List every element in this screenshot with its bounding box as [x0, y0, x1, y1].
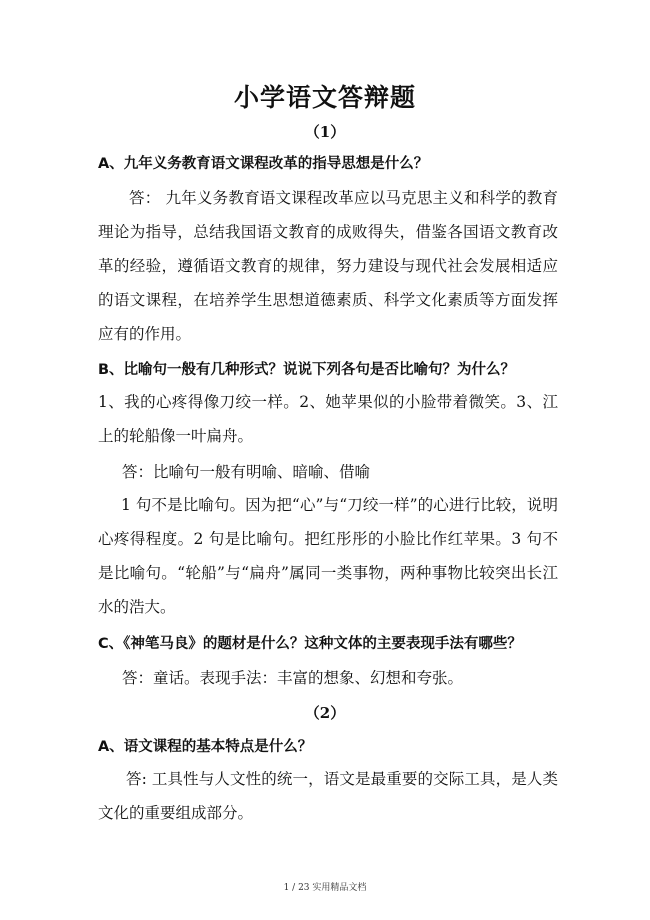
- page-footer: 1 / 23 实用精品文档: [283, 883, 367, 893]
- answer-2a: 答: 工具性与人文性的统一，语文是最重要的交际工具，是人类文化的重要组成部分。: [98, 770, 558, 822]
- question-1b: B、比喻句一般有几种形式？说说下列各句是否比喻句？为什么？: [98, 362, 516, 378]
- answer-1a: 答： 九年义务教育语文课程改革应以马克思主义和科学的教育理论为指导，总结我国语文教育的成败得失，借鉴各国语文教育改革的经验，遵循语文教育的规律，努力建设与现代社会发展相适应的语文课程，在培养学生思想道德素质、科学文化素质等方面发挥应有的作用。: [98, 189, 558, 343]
- question-1b-sentences: 1、我的心疼得像刀绞一样。2、她苹果似的小脸带着微笑。3、江上的轮船像一叶扁舟。: [98, 393, 558, 445]
- question-2a: A、语文课程的基本特点是什么？: [98, 739, 313, 755]
- answer-1b-forms: 答：比喻句一般有明喻、暗喻、借喻: [122, 463, 371, 481]
- question-1c: C、《神笔马良》的题材是什么？这种文体的主要表现手法有哪些？: [98, 636, 522, 652]
- page-title: 小学语文答辩题: [233, 83, 416, 112]
- answer-1c: 答：童话。表现手法：丰富的想象、幻想和夸张。: [122, 669, 464, 687]
- question-1a: A、九年义务教育语文课程改革的指导思想是什么？: [98, 156, 429, 172]
- section-number-2: （2）: [304, 704, 346, 722]
- answer-1b-explanation: 1 句不是比喻句。因为把“心”与“刀绞一样”的心进行比较，说明心疼得程度。2 句是比喻句。把红彤彤的小脸比作红苹果。3 句不是比喻句。“轮船”与“扁舟”属同一类事物，两种事物比较突出长江水的浩大。: [98, 496, 558, 616]
- section-number-1: （1）: [304, 123, 346, 141]
